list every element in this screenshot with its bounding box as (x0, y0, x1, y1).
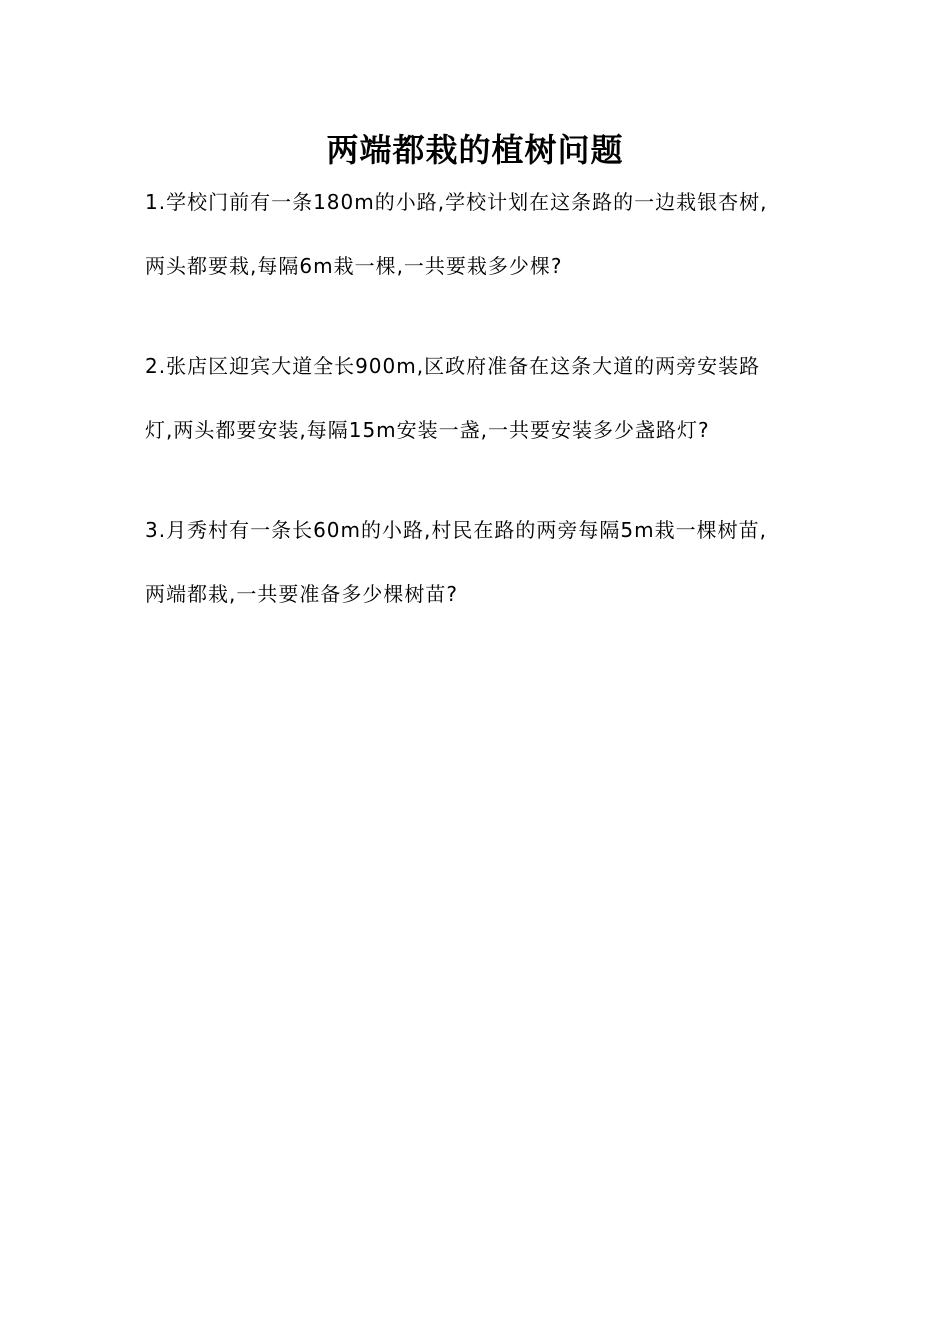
question-1 (145, 170, 815, 298)
page-title: 两端都栽的植树问题 (326, 131, 624, 169)
question-2-line-1: 2.张店区迎宾大道全长900m,区政府准备在这条大道的两旁安装路 (145, 354, 761, 378)
question-3 (145, 498, 815, 626)
question-1-line-1: 1.学校门前有一条180m的小路,学校计划在这条路的一边栽银杏树, (145, 190, 768, 214)
question-2 (145, 334, 815, 462)
question-2-line-2: 灯,两头都要安装,每隔15m安装一盏,一共要安装多少盏路灯? (145, 418, 710, 442)
question-3-line-2: 两端都栽,一共要准备多少棵树苗? (145, 582, 458, 606)
question-1-line-2: 两头都要栽,每隔6m栽一棵,一共要栽多少棵? (145, 254, 563, 278)
question-3-line-1: 3.月秀村有一条长60m的小路,村民在路的两旁每隔5m栽一棵树苗, (145, 518, 767, 542)
